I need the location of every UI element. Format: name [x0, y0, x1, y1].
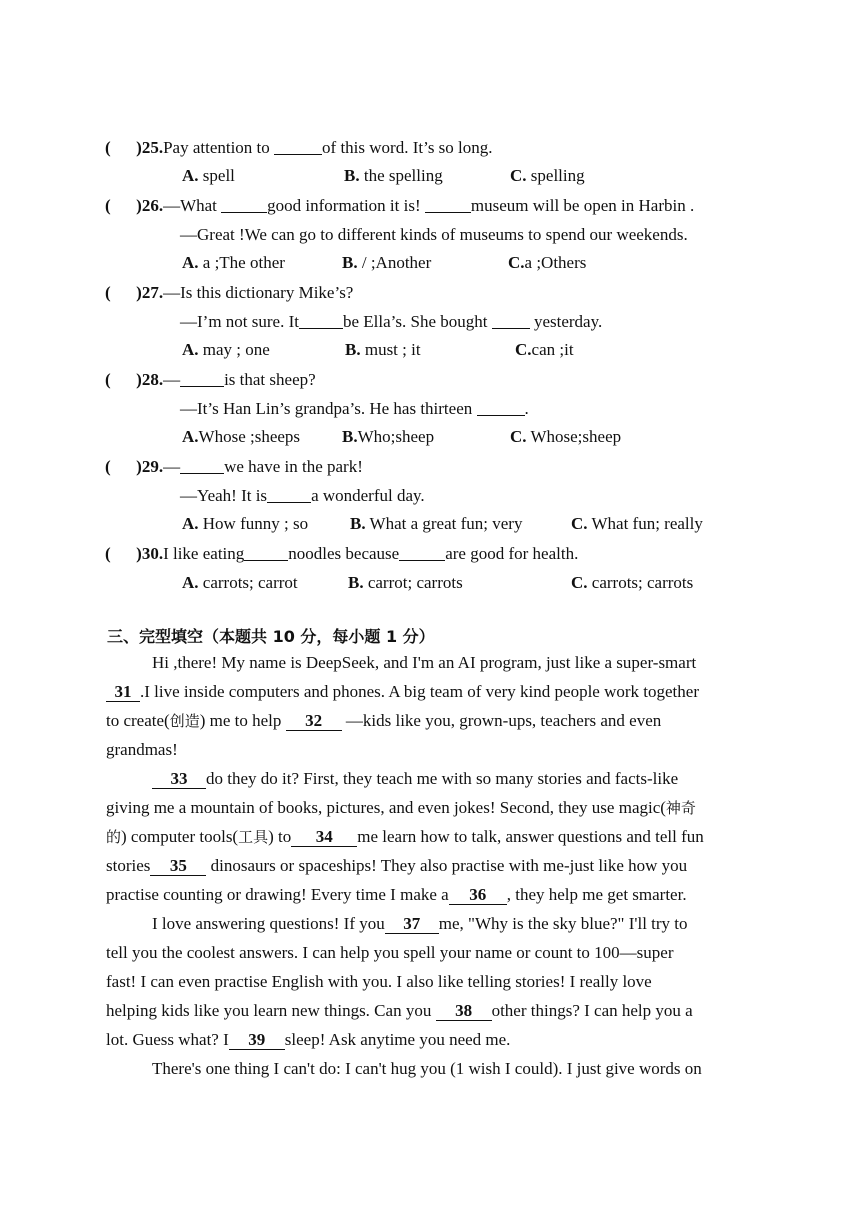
answer-paren[interactable]: ( ) [105, 370, 142, 389]
stem-text: are good for health. [445, 544, 579, 563]
option-text: Whose ;sheeps [198, 427, 301, 446]
passage-text: stories [106, 856, 151, 875]
passage-line [106, 822, 768, 852]
passage-line: fast! I can even practise English with you. I also like telling stories! I really love [106, 972, 652, 991]
option-text: the spelling [359, 166, 443, 185]
option-c[interactable] [571, 573, 693, 593]
option-text: a ;The other [198, 253, 285, 272]
blank[interactable] [180, 370, 224, 387]
answer-paren[interactable]: ( ) [105, 544, 142, 563]
passage-text: helping kids like you learn new things. Can you [106, 1001, 436, 1020]
option-text: What a great fun; very [365, 514, 523, 533]
option-label: A. [182, 340, 199, 359]
option-c[interactable] [510, 427, 621, 447]
passage-line [106, 880, 768, 909]
line-text: yesterday. [529, 312, 603, 331]
passage-line: Hi ,there! My name is DeepSeek, and I'm an AI program, just like a super-smart [152, 653, 697, 672]
dialogue-line [180, 398, 529, 420]
blank-31[interactable]: 31 [106, 683, 140, 702]
option-text: Whose;sheep [526, 427, 622, 446]
option-text: can ;it [531, 340, 574, 359]
option-b[interactable] [342, 427, 434, 447]
option-text: spell [198, 166, 235, 185]
blank-34[interactable]: 34 [291, 828, 357, 847]
answer-paren[interactable]: ( ) [105, 457, 142, 476]
question-number: 27. [141, 283, 164, 302]
option-label: C. [510, 427, 527, 446]
option-text: may ; one [198, 340, 270, 359]
question-number: 28. [141, 370, 164, 389]
answer-paren[interactable]: ( ) [105, 196, 142, 215]
section-title: 三、完型填空（本题共 10 分，每小题 1 分） [107, 627, 435, 646]
line-text: —I’m not sure. It [180, 312, 299, 331]
option-a[interactable] [182, 253, 285, 273]
option-b[interactable] [342, 253, 431, 273]
passage-text: do they do it? First, they teach me with so many stories and facts-like [206, 769, 679, 788]
option-label: A. [182, 166, 199, 185]
option-a[interactable] [182, 340, 270, 360]
blank[interactable] [492, 312, 530, 329]
passage-line [106, 793, 768, 823]
question-28 [105, 369, 316, 391]
passage-text: ) me to help [199, 711, 282, 730]
question-30 [105, 543, 578, 565]
option-text: must ; it [360, 340, 421, 359]
blank[interactable] [244, 544, 288, 561]
option-label: A. [182, 253, 199, 272]
stem-text: good information it is! [267, 196, 425, 215]
question-number: 26. [141, 196, 164, 215]
dialogue-line [180, 485, 425, 507]
option-c[interactable] [508, 253, 586, 273]
blank-39[interactable]: 39 [229, 1031, 285, 1050]
option-c[interactable] [510, 166, 585, 186]
line-text: be Ella’s. She bought [342, 312, 492, 331]
stem-text: is that sheep? [224, 370, 316, 389]
passage-text: dinosaurs or spaceships! They also practise with me-just like how you [210, 856, 688, 875]
stem-text: we have in the park! [224, 457, 363, 476]
option-b[interactable] [344, 166, 443, 186]
option-label: A. [182, 573, 199, 592]
blank-32[interactable]: 32 [286, 712, 342, 731]
question-29 [105, 456, 363, 478]
blank-33[interactable]: 33 [152, 770, 206, 789]
option-text: a ;Others [524, 253, 587, 272]
passage-line [106, 706, 768, 736]
line-text: a wonderful day. [311, 486, 425, 505]
passage-line [152, 764, 768, 793]
passage-text: sleep! Ask anytime you need me. [284, 1030, 511, 1049]
option-label: B. [348, 573, 364, 592]
question-number: 30. [141, 544, 164, 563]
option-label: C. [571, 573, 588, 592]
passage-text: ) computer tools( [121, 827, 239, 846]
answer-paren[interactable]: ( ) [105, 283, 142, 302]
blank[interactable] [267, 486, 311, 503]
option-a[interactable] [182, 514, 308, 534]
option-text: How funny ; so [198, 514, 309, 533]
line-text: —It’s Han Lin’s grandpa’s. He has thirteen [180, 399, 477, 418]
passage-text: , they help me get smarter. [506, 885, 687, 904]
question-number: 29. [141, 457, 164, 476]
option-text: / ;Another [357, 253, 432, 272]
option-c[interactable] [571, 514, 703, 534]
passage-line [152, 909, 768, 938]
option-text: Who;sheep [357, 427, 435, 446]
option-label: A. [182, 514, 199, 533]
stem-text: —Is this dictionary Mike’s? [163, 283, 354, 302]
stem-text: I like eating [163, 544, 245, 563]
stem-text: Pay attention to [163, 138, 275, 157]
line-text: —Yeah! It is [180, 486, 268, 505]
stem-text: museum will be open in Harbin . [470, 196, 695, 215]
blank-35[interactable]: 35 [150, 857, 206, 876]
option-b[interactable] [345, 340, 421, 360]
stem-text: —What [163, 196, 222, 215]
passage-text: other things? I can help you a [491, 1001, 693, 1020]
option-text: carrot; carrots [363, 573, 463, 592]
passage-line [106, 677, 768, 706]
question-25 [105, 137, 493, 159]
passage-line [106, 1025, 768, 1054]
option-text: What fun; really [587, 514, 703, 533]
passage-text: me learn how to talk, answer questions and tell fun [357, 827, 704, 846]
option-a[interactable] [182, 166, 235, 186]
passage-text: to create( [106, 711, 170, 730]
passage-text: ) to [268, 827, 292, 846]
passage-text: 神奇 [665, 799, 696, 817]
passage-text: 创造 [169, 712, 200, 730]
option-text: carrots; carrot [198, 573, 298, 592]
dialogue-line [180, 311, 602, 333]
passage-text: giving me a mountain of books, pictures, and even jokes! Second, they use magic( [106, 798, 666, 817]
question-number: 25. [141, 138, 164, 157]
passage-text: .I live inside computers and phones. A big team of very kind people work together [140, 682, 699, 701]
option-b[interactable] [350, 514, 522, 534]
blank[interactable] [274, 138, 322, 155]
passage-text: practise counting or drawing! Every time I make a [106, 885, 449, 904]
passage-line: grandmas! [106, 740, 178, 759]
option-label: C. [508, 253, 525, 272]
option-label: B. [344, 166, 360, 185]
blank-38[interactable]: 38 [436, 1002, 492, 1021]
option-b[interactable] [348, 573, 463, 593]
stem-text: — [163, 370, 181, 389]
blank[interactable] [477, 399, 525, 416]
passage-text: 工具 [238, 828, 269, 846]
question-26 [105, 195, 694, 217]
option-label: B. [342, 427, 358, 446]
dialogue-line: —Great !We can go to different kinds of museums to spend our weekends. [180, 225, 688, 244]
passage-line [106, 851, 768, 880]
option-label: C. [515, 340, 532, 359]
passage-text: 的 [106, 828, 122, 846]
option-label: B. [342, 253, 358, 272]
blank-36[interactable]: 36 [449, 886, 507, 905]
option-c[interactable] [515, 340, 574, 360]
blank[interactable] [221, 196, 267, 213]
option-label: B. [345, 340, 361, 359]
option-label: C. [571, 514, 588, 533]
blank[interactable] [399, 544, 445, 561]
passage-line: tell you the coolest answers. I can help you spell your name or count to 100—super [106, 943, 674, 962]
option-a[interactable] [182, 427, 300, 447]
passage-line: There's one thing I can't do: I can't hug you (1 wish I could). I just give words on [152, 1059, 702, 1078]
passage-text: I love answering questions! If you [152, 914, 385, 933]
option-label: B. [350, 514, 366, 533]
stem-text: — [163, 457, 181, 476]
option-text: carrots; carrots [587, 573, 694, 592]
blank-37[interactable]: 37 [385, 915, 439, 934]
answer-paren[interactable]: ( ) [105, 138, 142, 157]
question-27 [105, 282, 353, 304]
blank[interactable] [299, 312, 343, 329]
blank[interactable] [425, 196, 471, 213]
passage-text: —kids like you, grown-ups, teachers and even [345, 711, 662, 730]
passage-line [106, 996, 768, 1025]
stem-text: of this word. It’s so long. [322, 138, 493, 157]
passage-text: lot. Guess what? I [106, 1030, 229, 1049]
passage-text: me, "Why is the sky blue?" I'll try to [438, 914, 688, 933]
option-label: A. [182, 427, 199, 446]
option-text: spelling [526, 166, 585, 185]
option-label: C. [510, 166, 527, 185]
blank[interactable] [180, 457, 224, 474]
line-text: . [524, 399, 529, 418]
stem-text: noodles because [288, 544, 400, 563]
option-a[interactable] [182, 573, 298, 593]
